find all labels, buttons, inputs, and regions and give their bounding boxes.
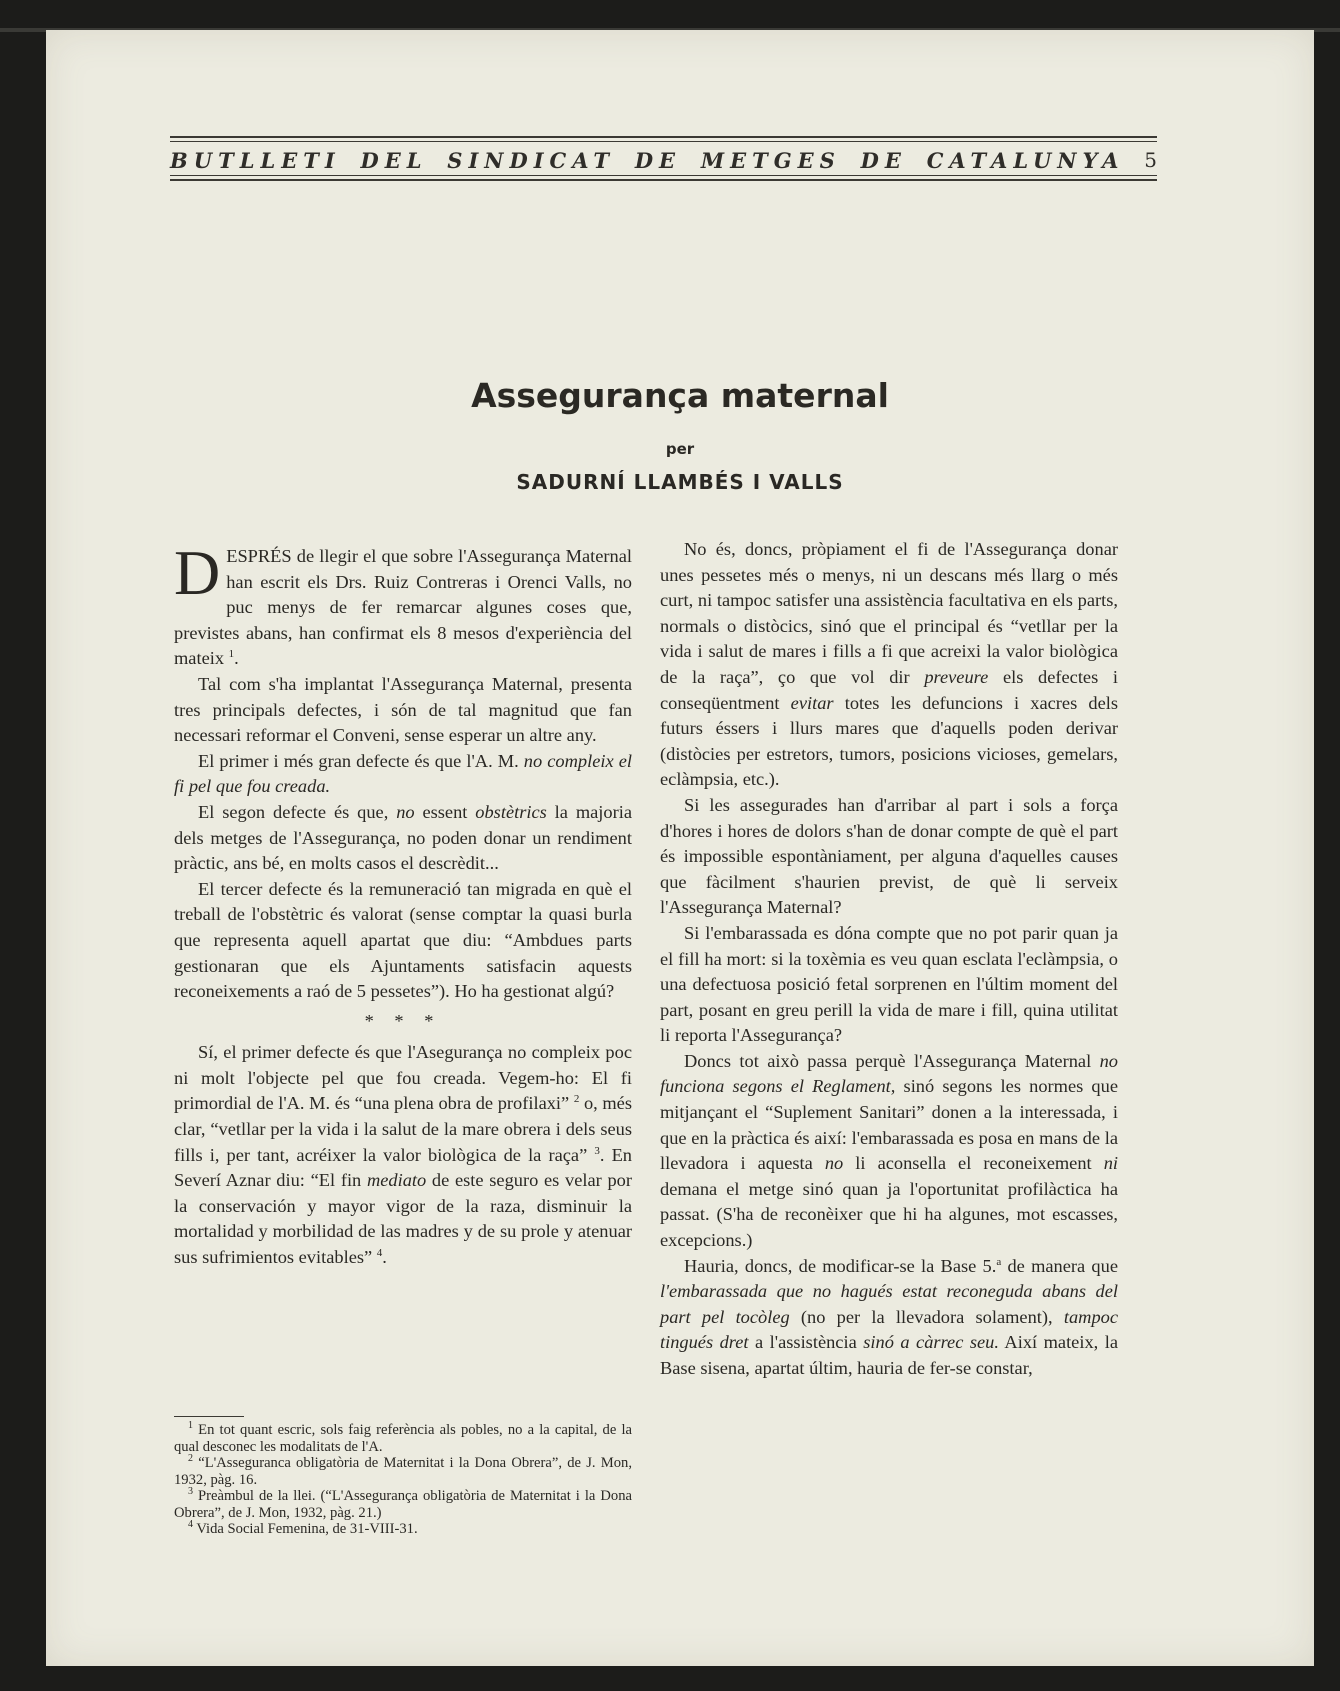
paragraph-text: demana el metge sinó quan ja l'oportunitat profilàctica ha passat. (S'ha de reconèixer que hi ha algunes, mot escasses, excepcions.) <box>660 1178 1118 1251</box>
paragraph-text: Doncs tot això passa perquè l'Assegurança Maternal <box>684 1050 1100 1071</box>
footnote-text: En tot quant escric, sols faig referència als pobles, no a la capital, de la qual desconec les modalitats de l'A. <box>174 1422 633 1455</box>
paragraph-text: essent <box>414 801 476 822</box>
paragraph-text: El segon defecte és que, <box>198 801 397 822</box>
paragraph <box>174 749 632 800</box>
lead-in: ESPRÉS <box>226 546 292 566</box>
paragraph <box>660 1049 1118 1254</box>
paragraph: DESPRÉS de llegir el que sobre l'Assegurança Maternal han escrit els Drs. Ruiz Contreras i Orenci Valls, no puc menys de fer remarcar algunes coses que, previstes abans, han confirmat els 8 mesos d'experiència del mateix $^1$. <box>174 537 632 669</box>
paragraph-text: de manera que <box>1001 1255 1118 1276</box>
paragraph-text: de llegir el que sobre l'Assegurança Maternal han escrit els Drs. Ruiz Contreras i Orenci Valls, no puc menys de fer remarcar algunes coses que, previstes abans, han confirmat els 8 mesos d'experiència del mateix <box>174 546 632 669</box>
paragraph-text: totes les defuncions i xacres dels futurs éssers i llurs mares que d'aquells poden derivar (distòcies per estretors, tumors, posicions vicioses, gemelars, eclàmpsia, etc.). <box>660 692 1118 790</box>
paragraph: El tercer defecte és la remuneració tan migrada en què el treball de l'obstètric és valorat (sense comptar la quasi burla que representa aquell apartat que diu: “Ambdues parts gestionaran que els Ajuntaments satisfacin aquests reconeixements a raó de 5 pessetes”). Ho ha gestionat algú? <box>174 878 632 1002</box>
paragraph-text: li aconsella el reconeixement <box>843 1153 1104 1174</box>
footnote-ref: 2 <box>573 1093 580 1106</box>
paragraph: Tal com s'ha implantat l'Assegurança Maternal, presenta tres principals defectes, i són de tal magnitud que fan necessari reformar el Conveni, sense esperar un altre any. <box>174 673 632 746</box>
paragraph <box>660 1254 1118 1382</box>
emphasis: preveure <box>924 666 989 687</box>
footnote-ref: 4 <box>376 1246 383 1259</box>
paragraph-text: Sí, el primer defecte és que l'Asegurança no compleix poc ni molt l'objecte pel que fou creada. Vegem-ho: El fi primordial de l'A. M. és “una plena obra de profilaxi” <box>174 1042 632 1114</box>
left-column <box>174 537 633 1271</box>
right-column <box>660 537 1118 1382</box>
emphasis: tampoc tingués dret <box>660 1306 1118 1353</box>
emphasis: evitar <box>790 692 834 713</box>
page-number: 5 <box>1144 148 1157 172</box>
paragraph-text: El primer i més gran defecte és que l'A. M. <box>198 750 524 771</box>
article-author: SADURNÍ LLAMBÉS I VALLS <box>516 470 844 494</box>
header-word: DE <box>634 147 682 173</box>
footnote-number: 4 <box>188 1519 193 1531</box>
footnote-rule <box>174 1416 244 1417</box>
emphasis: no <box>396 801 415 822</box>
superscript: a <box>996 1255 1002 1268</box>
paragraph-text: Hauria, doncs, de modificar-se la Base 5. <box>684 1255 997 1276</box>
paragraph-text: . En Severí Aznar diu: “El fin <box>174 1144 633 1191</box>
header-word: DEL <box>360 147 428 173</box>
running-header <box>170 136 1157 184</box>
paragraph-text: . <box>382 1247 387 1268</box>
footnote-number: 1 <box>188 1420 193 1432</box>
header-rule-bottom-thin <box>170 175 1157 176</box>
header-word: CATALUNYA <box>926 147 1125 173</box>
journal-title <box>170 145 1157 175</box>
section-break: * * * <box>364 1010 442 1031</box>
footnote <box>174 1455 632 1488</box>
article-title: Assegurança maternal <box>471 376 889 415</box>
header-word: DE <box>860 147 907 173</box>
byline-per: per <box>665 440 695 458</box>
header-rule-top <box>170 136 1157 138</box>
footnote <box>174 1521 632 1538</box>
header-word: METGES <box>700 147 841 173</box>
header-rule-bottom <box>170 179 1157 181</box>
header-rule-top-thin <box>170 141 1157 142</box>
footnote <box>174 1488 632 1521</box>
footnote-ref: 1 <box>228 648 235 661</box>
paragraph-text: els defectes i conseqüentment <box>660 666 1118 713</box>
emphasis: no funciona segons el Reglament, <box>660 1050 1118 1097</box>
footnote <box>174 1422 632 1455</box>
paragraph-text: la majoria dels metges de l'Assegurança, no poden donar un rendiment pràctic, ans bé, en molts casos el descrèdit... <box>174 801 632 874</box>
drop-cap: D <box>174 537 221 608</box>
emphasis: obstètrics <box>475 801 547 822</box>
header-word: SINDICAT <box>447 147 616 173</box>
footnote-number: 3 <box>188 1486 193 1498</box>
footnote-number: 2 <box>188 1453 193 1465</box>
header-word: BUTLLETI <box>170 147 341 173</box>
emphasis: no <box>824 1153 844 1174</box>
emphasis: l'embarassada que no hagués estat reconeguda abans del part pel tocòleg <box>660 1281 1118 1327</box>
footnotes <box>174 1422 632 1538</box>
paragraph <box>174 800 632 877</box>
footnote-text: Preàmbul de la llei. (“L'Assegurança obligatòria de Maternitat i la Dona Obrera”, de J. Mon, 1932, pàg. 21.) <box>174 1488 632 1521</box>
journal-page <box>46 30 1314 1666</box>
paragraph-text: a l'assistència <box>748 1332 864 1353</box>
paragraph-text: de este seguro es velar por la conservación y mayor vigor de la raza, disminuir la mortalidad y morbilidad de las madres y de su prole y atenuar sus sufrimientos evitables” <box>174 1170 632 1268</box>
emphasis: sinó a càrrec seu. <box>863 1332 999 1353</box>
emphasis: ni <box>1103 1153 1119 1174</box>
paragraph-text: No és, doncs, pròpiament el fi de l'Assegurança donar unes pessetes més o menys, ni un descans més llarg o més curt, ni tampoc satisfer una assistència facultativa en els parts, normals o distòcics, sinó que el principal és “vetllar per la vida i salut de mares i fills a fi que acreixi la valor biològica de la raça”, ço que vol dir <box>660 539 1118 687</box>
footnote-text: Vida Social Femenina, de 31-VIII-31. <box>196 1521 418 1537</box>
footnote-text: “L'Asseguranca obligatòria de Maternitat i la Dona Obrera”, de J. Mon, 1932, pàg. 16. <box>174 1455 632 1488</box>
paragraph: Si les assegurades han d'arribar al part i sols a força d'hores i hores de dolors s'han de donar compte de què el part és impossible espontàniament, per alguna d'aquelles causes que fàcilment s'haurien previst, de què li serveix l'Assegurança Maternal? <box>660 794 1118 918</box>
emphasis: mediato <box>366 1170 427 1191</box>
footnote-ref: 3 <box>594 1144 600 1157</box>
paragraph-text: (no per la llevadora solament), <box>789 1306 1064 1327</box>
paragraph-text: Així mateix, la Base sisena, apartat últim, hauria de fer-se constar, <box>660 1332 1119 1378</box>
paragraph-text: sinó segons les normes que mitjançant el “Suplement Sanitari” donen a la interessada, i que en la pràctica és així: l'embarassada es posa en mans de la llevadora i aquesta <box>660 1076 1118 1174</box>
paragraph <box>660 537 1118 793</box>
paragraph: Si l'embarassada es dóna compte que no pot parir quan ja el fill ha mort: si la toxèmia es veu quan esclata l'eclàmpsia, o una defectuosa posició fetal sorprenen en l'últim moment del part, posant en greu perill la vida de mare i fill, quina utilitat li reporta l'Assegurança? <box>660 922 1118 1046</box>
paragraph <box>174 1040 632 1270</box>
paragraph-text: o, més clar, “vetllar per la vida i la salut de la mare obrera i dels seus fills i, per tant, acréixer la valor biològica de la raça” <box>174 1093 632 1165</box>
emphasis: no compleix el fi pel que fou creada. <box>174 750 632 797</box>
